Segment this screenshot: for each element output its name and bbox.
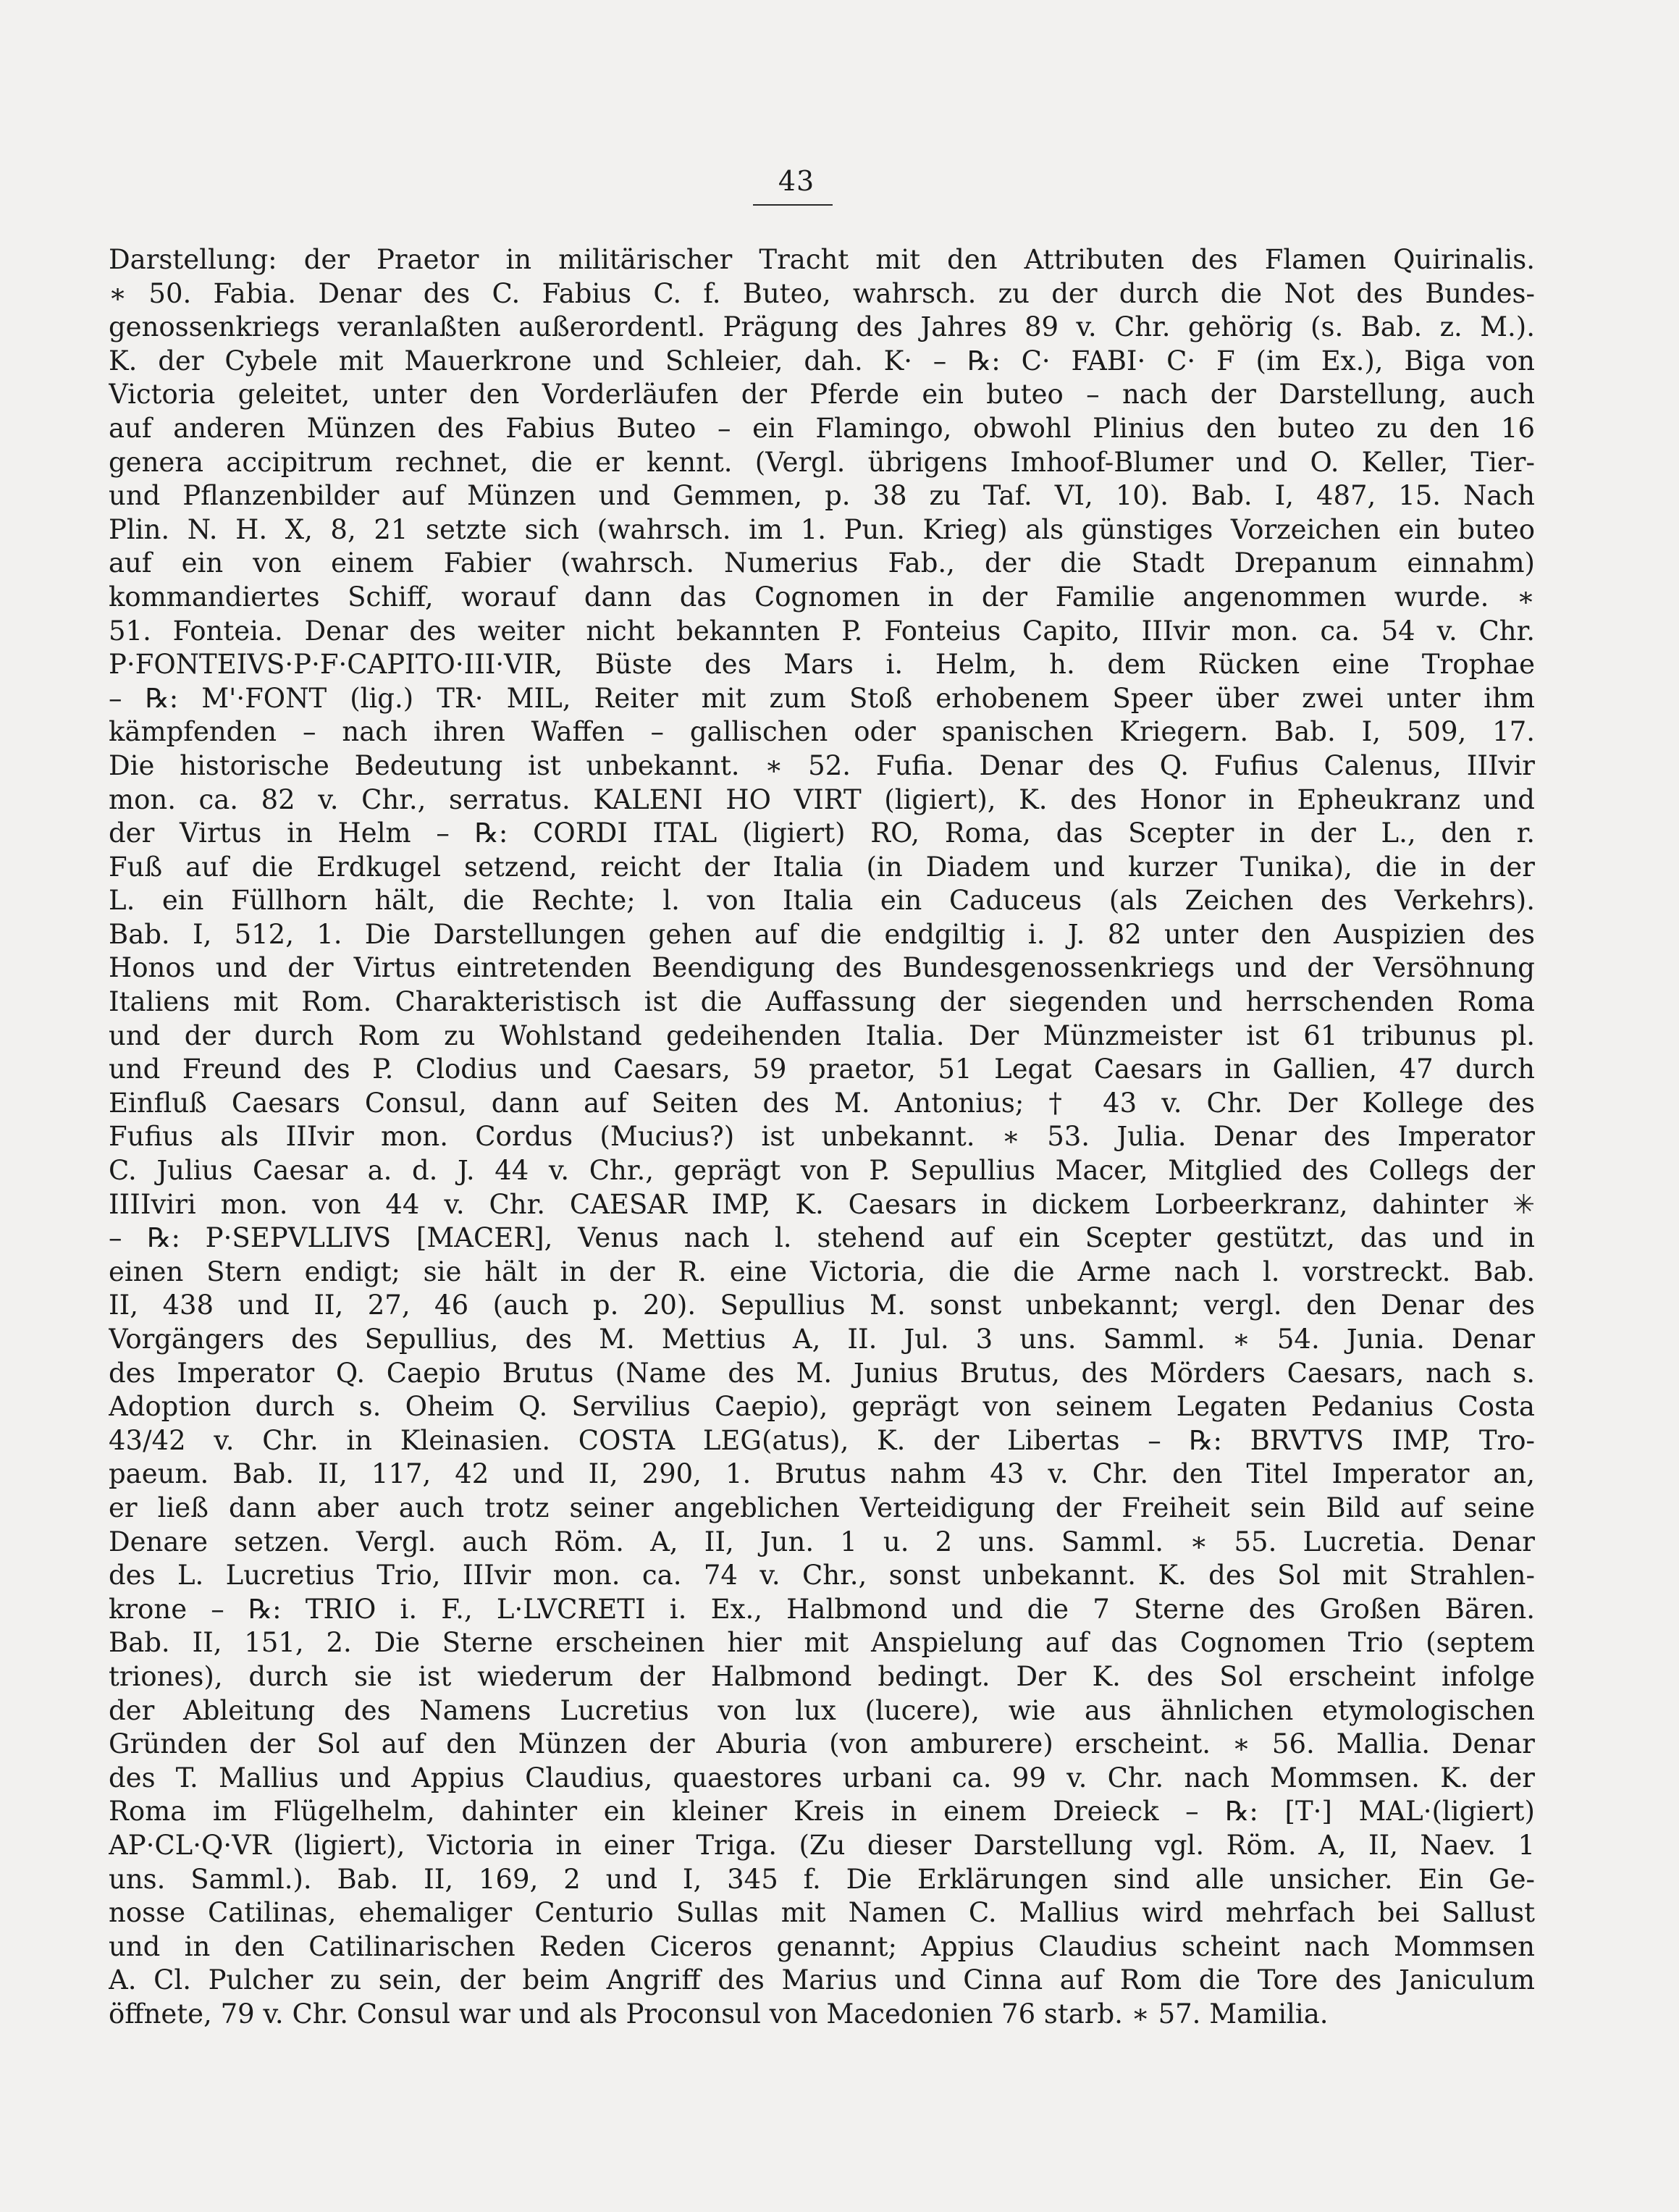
text-line: Die historische Bedeutung ist unbekannt. ∗ 52. Fufia. Denar des Q. Fufius Calenus, IIIvir [109,749,1535,781]
text-line: öffnete, 79 v. Chr. Consul war und als Proconsul von Macedonien 76 starb. ∗ 57. Mamilia. [109,1998,1329,2030]
page-number: 43 [778,165,815,197]
text-line: auf ein von einem Fabier (wahrsch. Numerius Fab., der die Stadt Drepanum einnahm) [109,547,1535,579]
text-line: der Ableitung des Namens Lucretius von lux (lucere), wie aus ähnlichen etymologischen [109,1694,1535,1726]
text-line: Bab. I, 512, 1. Die Darstellungen gehen auf die endgiltig i. J. 82 unter den Auspizien des [109,918,1535,950]
text-line: kämpfenden – nach ihren Waffen – gallischen oder spanischen Kriegern. Bab. I, 509, 17. [109,716,1535,748]
text-line: genossenkriegs veranlaßten außerordentl. Prägung des Jahres 89 v. Chr. gehörig (s. Bab. z. M.). [109,311,1535,343]
text-line: Vorgängers des Sepullius, des M. Mettius A, II. Jul. 3 uns. Samml. ∗ 54. Junia. Denar [109,1324,1535,1355]
body-text [109,243,1535,2031]
text-line: einen Stern endigt; sie hält in der R. eine Victoria, die die Arme nach l. vorstreckt. Bab. [109,1256,1535,1287]
text-line: Gründen der Sol auf den Münzen der Aburia (von amburere) erscheint. ∗ 56. Mallia. Denar [109,1728,1535,1760]
text-line: Darstellung: der Praetor in militärischer Tracht mit den Attributen des Flamen Quirinalis. [109,244,1535,275]
text-line: Einfluß Caesars Consul, dann auf Seiten des M. Antonius; † 43 v. Chr. Der Kollege des [109,1087,1535,1119]
text-line: genera accipitrum rechnet, die er kennt. (Vergl. übrigens Imhoof-Blumer und O. Keller, Tier- [109,446,1535,478]
text-line: mon. ca. 82 v. Chr., serratus. KALENI HO VIRT (ligiert), K. des Honor in Epheukranz und [109,783,1535,815]
text-line: und in den Catilinarischen Reden Ciceros genannt; Appius Claudius scheint nach Mommsen [109,1930,1535,1962]
text-line: A. Cl. Pulcher zu sein, der beim Angriff des Marius und Cinna auf Rom die Tore des Janiculum [109,1964,1535,1996]
text-line: des Imperator Q. Caepio Brutus (Name des M. Junius Brutus, des Mörders Caesars, nach s. [109,1357,1535,1389]
text-line: Italiens mit Rom. Charakteristisch ist die Auffassung der siegenden und herrschenden Roma [109,986,1535,1018]
text-line: L. ein Füllhorn hält, die Rechte; l. von Italia ein Caduceus (als Zeichen des Verkehrs). [109,885,1535,917]
text-line: Fuß auf die Erdkugel setzend, reicht der Italia (in Diadem und kurzer Tunika), die in der [109,851,1535,883]
text-line: des L. Lucretius Trio, IIIvir mon. ca. 74 v. Chr., sonst unbekannt. K. des Sol mit Strahlen- [109,1560,1535,1591]
text-line: Honos und der Virtus eintretenden Beendigung des Bundesgenossenkriegs und der Versöhnung [109,952,1535,984]
text-line: Bab. II, 151, 2. Die Sterne erscheinen hier mit Anspielung auf das Cognomen Trio (septem [109,1627,1535,1659]
text-line: kommandiertes Schiff, worauf dann das Cognomen in der Familie angenommen wurde. ∗ [109,581,1535,613]
text-line: P·FONTEIVS·P·F·CAPITO·III·VIR, Büste des Mars i. Helm, h. dem Rücken eine Trophae [109,649,1535,681]
text-line: – ℞: M'·FONT (lig.) TR· MIL, Reiter mit zum Stoß erhobenem Speer über zwei unter ihm [109,682,1535,714]
text-line: der Virtus in Helm – ℞: CORDI ITAL (ligiert) RO, Roma, das Scepter in der L., den r. [109,817,1535,849]
text-line: Roma im Flügelhelm, dahinter ein kleiner Kreis in einem Dreieck – ℞: [T·] MAL·(ligiert) [109,1796,1535,1828]
text-line: und der durch Rom zu Wohlstand gedeihenden Italia. Der Münzmeister ist 61 tribunus pl. [109,1019,1535,1051]
text-line: des T. Mallius und Appius Claudius, quaestores urbani ca. 99 v. Chr. nach Mommsen. K. der [109,1762,1535,1793]
text-line: Adoption durch s. Oheim Q. Servilius Caepio), geprägt von seinem Legaten Pedanius Costa [109,1391,1535,1423]
text-line: Denare setzen. Vergl. auch Röm. A, II, Jun. 1 u. 2 uns. Samml. ∗ 55. Lucretia. Denar [109,1526,1535,1557]
text-line: nosse Catilinas, ehemaliger Centurio Sullas mit Namen C. Mallius wird mehrfach bei Sallust [109,1897,1535,1929]
text-line: paeum. Bab. II, 117, 42 und II, 290, 1. Brutus nahm 43 v. Chr. den Titel Imperator an, [109,1458,1535,1490]
text-line: K. der Cybele mit Mauerkrone und Schleier, dah. K· – ℞: C· FABI· C· F (im Ex.), Biga von [109,345,1535,377]
text-line: Fufius als IIIvir mon. Cordus (Mucius?) ist unbekannt. ∗ 53. Julia. Denar des Imperator [109,1121,1535,1153]
text-line: und Pflanzenbilder auf Münzen und Gemmen, p. 38 zu Taf. VI, 10). Bab. I, 487, 15. Nach [109,480,1535,512]
text-line: triones), durch sie ist wiederum der Halbmond bedingt. Der K. des Sol erscheint infolge [109,1660,1535,1692]
text-line: – ℞: P·SEPVLLIVS [MACER], Venus nach l. stehend auf ein Scepter gestützt, das und in [109,1222,1535,1254]
text-line: Plin. N. H. X, 8, 21 setzte sich (wahrsch. im 1. Pun. Krieg) als günstiges Vorzeichen ein buteo [109,513,1535,545]
text-line: AP·CL·Q·VR (ligiert), Victoria in einer Triga. (Zu dieser Darstellung vgl. Röm. A, II, Naev. 1 [109,1829,1535,1861]
text-line: 43/42 v. Chr. in Kleinasien. COSTA LEG(atus), K. der Libertas – ℞: BRVTVS IMP, Tro- [109,1424,1535,1456]
page-number-rule [753,204,833,206]
text-line: II, 438 und II, 27, 46 (auch p. 20). Sepullius M. sonst unbekannt; vergl. den Denar des [109,1290,1535,1321]
text-line: ∗ 50. Fabia. Denar des C. Fabius C. f. Buteo, wahrsch. zu der durch die Not des Bundes- [109,277,1535,309]
text-line: Victoria geleitet, unter den Vorderläufen der Pferde ein buteo – nach der Darstellung, auch [109,379,1535,411]
text-line: uns. Samml.). Bab. II, 169, 2 und I, 345 f. Die Erklärungen sind alle unsicher. Ein Ge- [109,1863,1535,1895]
text-line: er ließ dann aber auch trotz seiner angeblichen Verteidigung der Freiheit sein Bild auf seine [109,1492,1535,1523]
text-line: und Freund des P. Clodius und Caesars, 59 praetor, 51 Legat Caesars in Gallien, 47 durch [109,1054,1535,1085]
text-line: 51. Fonteia. Denar des weiter nicht bekannten P. Fonteius Capito, IIIvir mon. ca. 54 v. Chr. [109,615,1535,647]
text-line: C. Julius Caesar a. d. J. 44 v. Chr., geprägt von P. Sepullius Macer, Mitglied des Collegs der [109,1155,1535,1187]
text-line: IIIIviri mon. von 44 v. Chr. CAESAR IMP, K. Caesars in dickem Lorbeerkranz, dahinter ✳ [109,1188,1535,1220]
text-line: krone – ℞: TRIO i. F., L·LVCRETI i. Ex., Halbmond und die 7 Sterne des Großen Bären. [109,1593,1535,1625]
text-line: auf anderen Münzen des Fabius Buteo – ein Flamingo, obwohl Plinius den buteo zu den 16 [109,412,1535,444]
